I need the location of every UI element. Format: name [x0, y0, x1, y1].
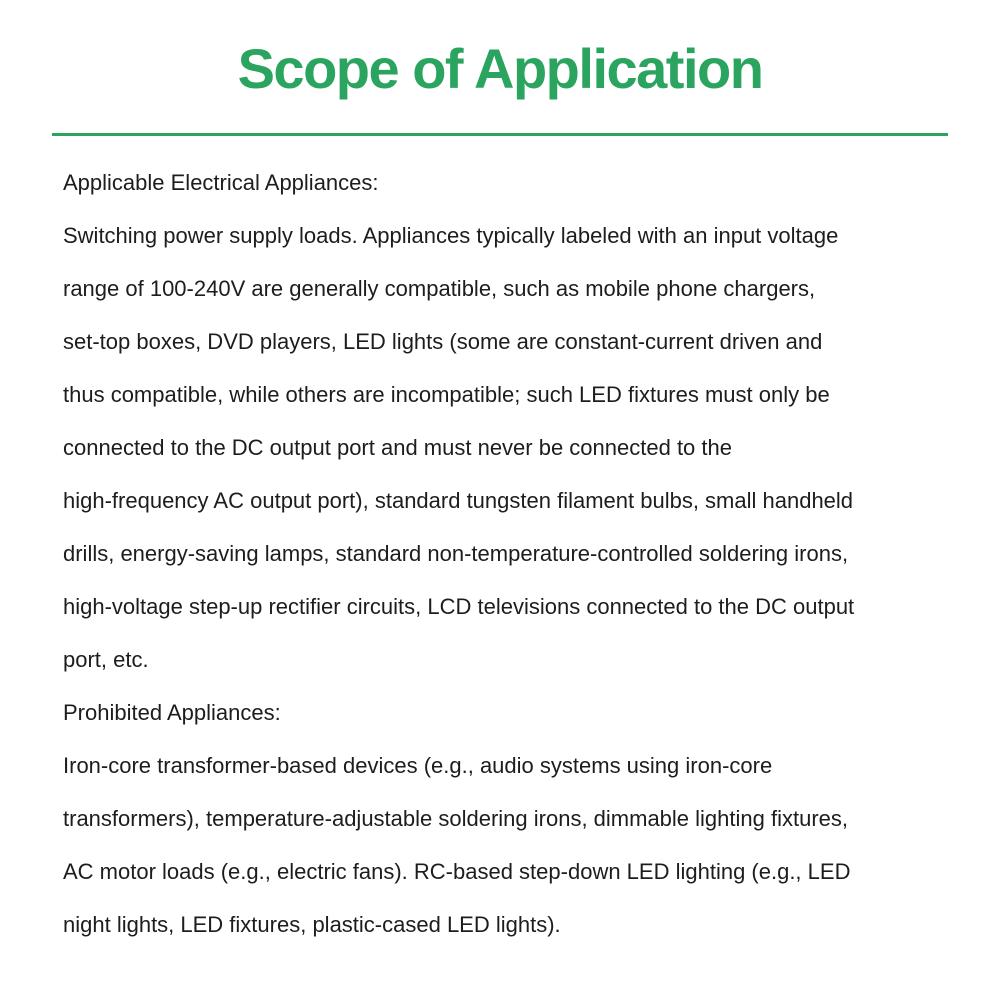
- text-line: high-voltage step-up rectifier circuits, LCD televisions connected to the DC output: [63, 594, 855, 619]
- text-line: Applicable Electrical Appliances:: [63, 170, 379, 195]
- body-text: [63, 156, 960, 951]
- text-line: Switching power supply loads. Appliances typically labeled with an input voltage: [63, 223, 839, 248]
- text-line: transformers), temperature-adjustable soldering irons, dimmable lighting fixtures,: [63, 806, 849, 831]
- text-line: set-top boxes, DVD players, LED lights (some are constant-current driven and: [63, 329, 823, 354]
- page-title: Scope of Application: [237, 37, 763, 100]
- text-line: night lights, LED fixtures, plastic-cased LED lights).: [63, 912, 561, 937]
- title-divider: [52, 133, 948, 136]
- text-line: connected to the DC output port and must never be connected to the: [63, 435, 732, 460]
- text-line: high-frequency AC output port), standard tungsten filament bulbs, small handheld: [63, 488, 854, 513]
- text-line: port, etc.: [63, 647, 149, 672]
- text-line: thus compatible, while others are incompatible; such LED fixtures must only be: [63, 382, 830, 407]
- text-line: Prohibited Appliances:: [63, 700, 281, 725]
- text-line: Iron-core transformer-based devices (e.g., audio systems using iron-core: [63, 753, 773, 778]
- text-line: range of 100-240V are generally compatible, such as mobile phone chargers,: [63, 276, 816, 301]
- text-line: AC motor loads (e.g., electric fans). RC-based step-down LED lighting (e.g., LED: [63, 859, 851, 884]
- text-line: drills, energy-saving lamps, standard non-temperature-controlled soldering irons,: [63, 541, 849, 566]
